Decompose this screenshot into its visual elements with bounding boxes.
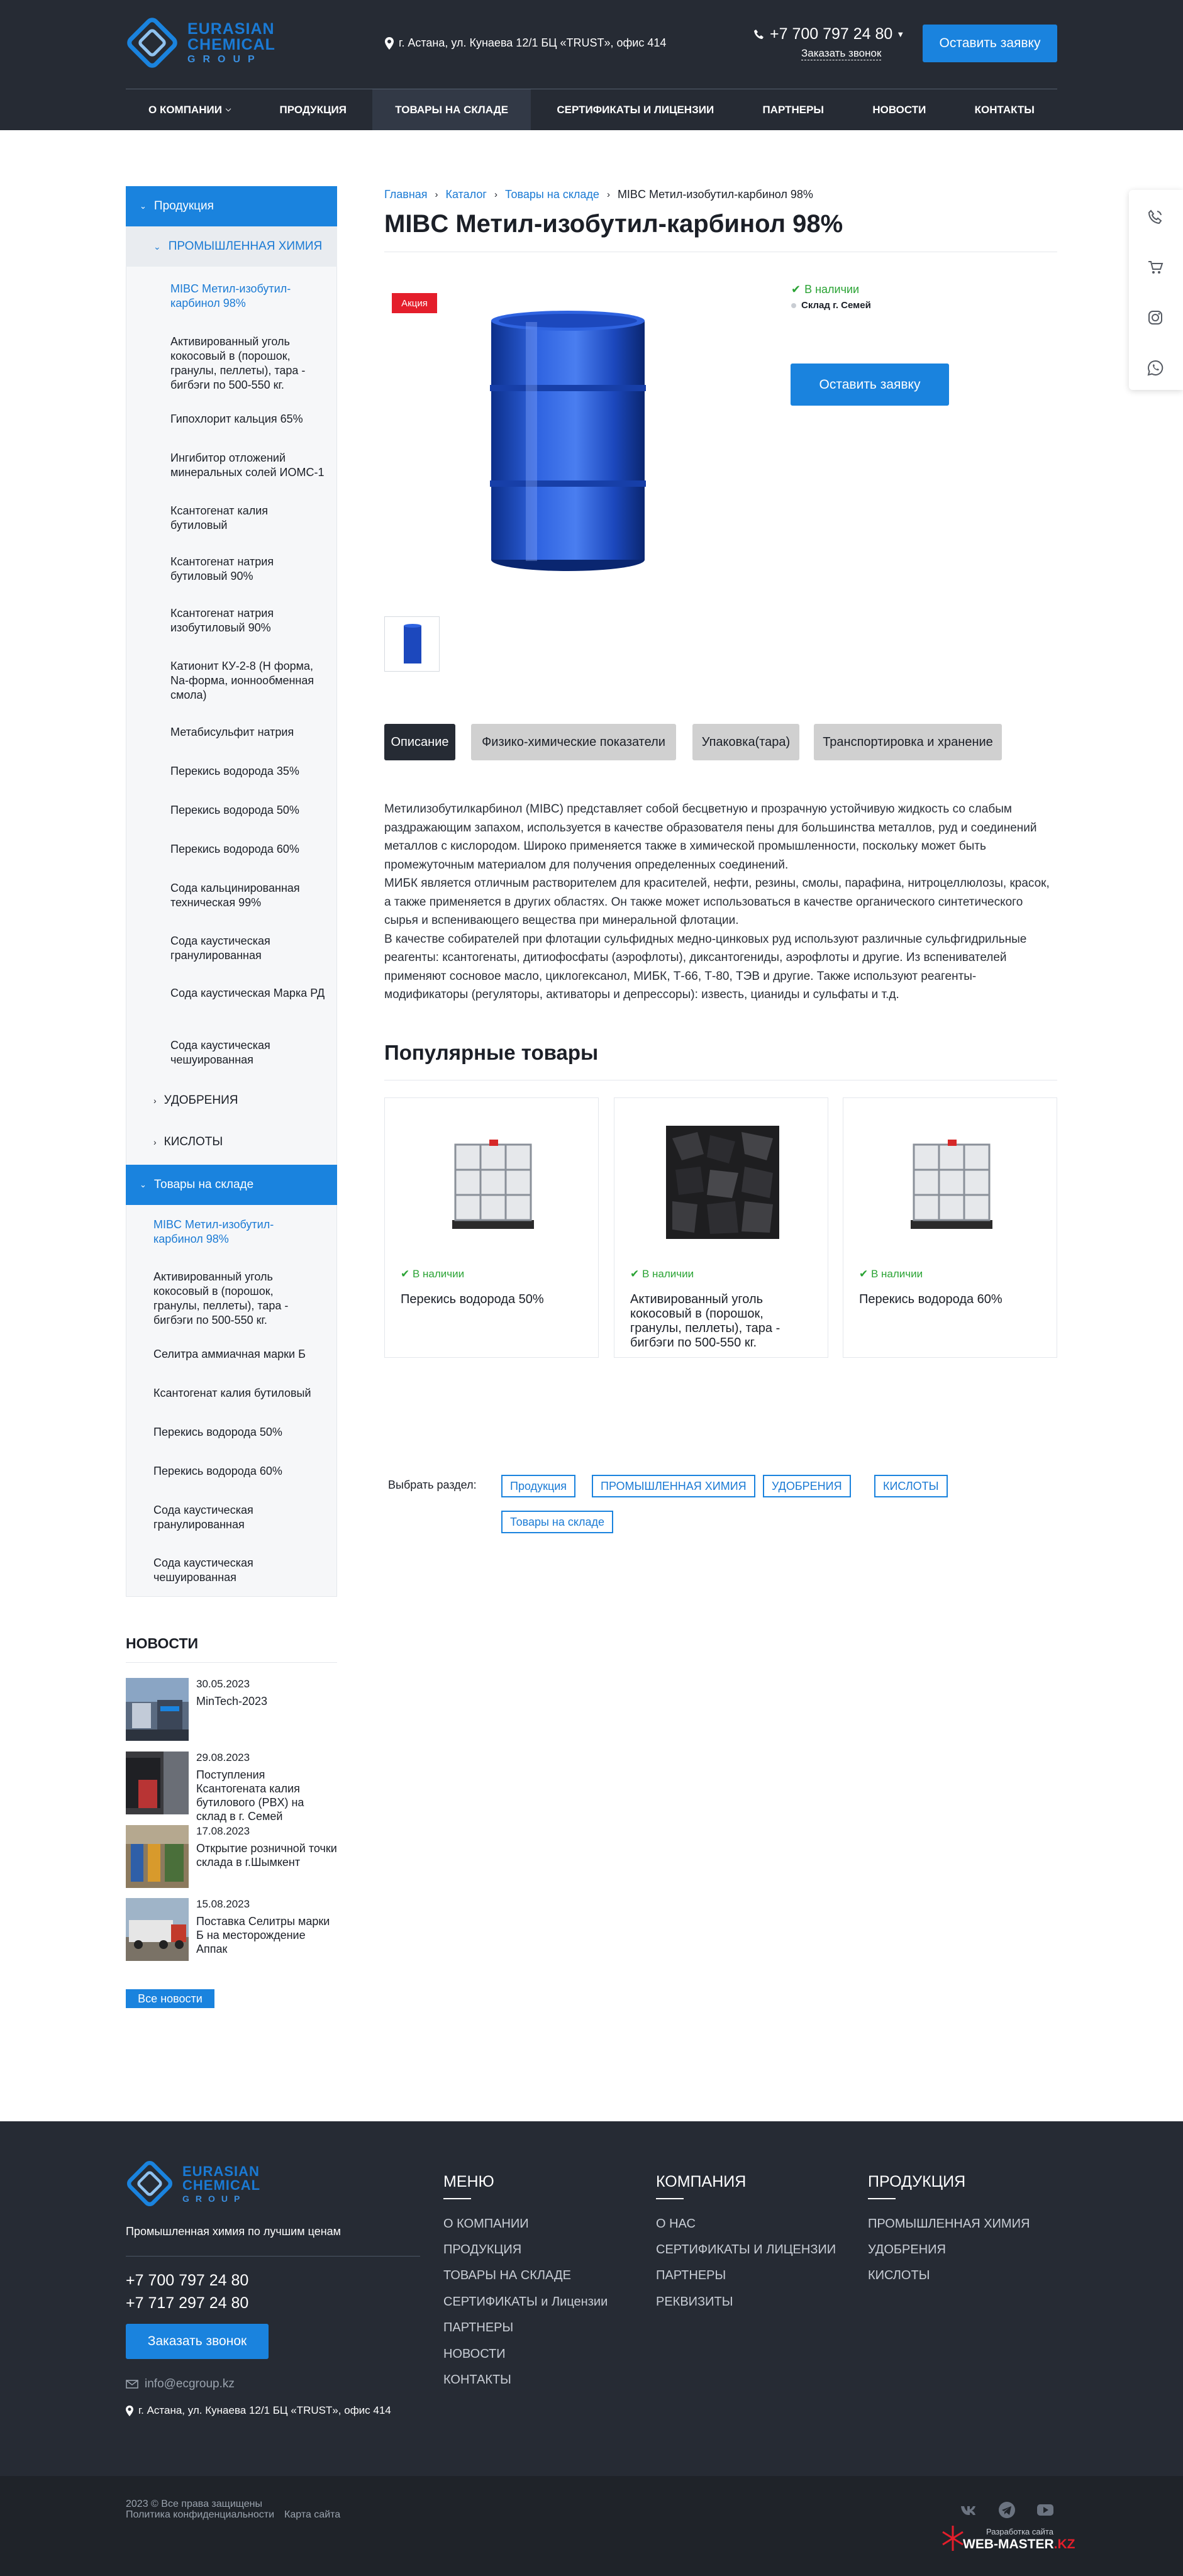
page-title: MIBC Метил-изобутил-карбинол 98% xyxy=(384,210,843,238)
section-select-label: Выбрать раздел: xyxy=(388,1479,477,1491)
description-paragraph: МИБК является отличным растворителем для красителей, нефти, резины, смолы, парафина, нитроцеллюлозы, красок, а также применяется в других областях. Он также может использоваться в качестве органического синтетического сырья и вспенивающего вещества при минеральной флотации. xyxy=(384,877,1050,927)
logo-line-2: CHEMICAL xyxy=(187,35,275,53)
product-description xyxy=(384,800,1057,1004)
sidebar-item-soda-ash[interactable]: Сода кальцинированная техническая 99% xyxy=(170,882,300,909)
footer-address xyxy=(126,2404,391,2417)
news-date: 17.08.2023 xyxy=(196,1825,250,1837)
dot-icon xyxy=(791,303,796,308)
section-chip-industrial-chemistry[interactable]: ПРОМЫШЛЕННАЯ ХИМИЯ xyxy=(592,1475,755,1497)
sidebar-item-potassium-xanthate[interactable]: Ксантогенат калия бутиловый xyxy=(170,504,269,531)
stock-status-text: В наличии xyxy=(804,283,860,296)
news-divider xyxy=(126,1662,337,1663)
logo-line-3: GROUP xyxy=(182,2193,247,2204)
chevron-right-icon: › xyxy=(153,1096,157,1106)
copyright: 2023 © Все права защищены xyxy=(126,2499,262,2509)
sidebar-item-hydrogen-peroxide-50[interactable]: Перекись водорода 50% xyxy=(170,804,299,816)
footer-products-link[interactable]: ПРОМЫШЛЕННАЯ ХИМИЯ xyxy=(868,2217,1030,2231)
news-item[interactable] xyxy=(126,1825,337,1888)
logo-mark-icon xyxy=(126,2160,174,2207)
product-thumbnail[interactable] xyxy=(384,616,440,672)
footer-company-title: КОМПАНИЯ xyxy=(656,2173,747,2190)
tab-description[interactable]: Описание xyxy=(384,724,455,760)
header-address-text: г. Астана, ул. Кунаева 12/1 БЦ «TRUST», офис 414 xyxy=(399,36,667,49)
card-product-name: Активированный уголь кокосовый в (порошок, гранулы, пеллеты), тара - бигбэги по 500-550 кг. xyxy=(630,1292,780,1350)
check-icon: ✔ xyxy=(630,1268,642,1280)
footer-slogan: Промышленная химия по лучшим ценам xyxy=(126,2225,342,2238)
sidebar-stock-item-potassium-xanthate[interactable]: Ксантогенат калия бутиловый xyxy=(153,1387,311,1399)
tab-packaging[interactable]: Упаковка(тара) xyxy=(692,724,799,760)
chevron-right-icon: › xyxy=(435,189,438,200)
logo-text xyxy=(187,21,275,65)
logo-line-1: EURASIAN xyxy=(182,2163,260,2179)
footer-phone-1[interactable]: +7 700 797 24 80 xyxy=(126,2272,249,2289)
breadcrumb-catalog[interactable]: Каталог xyxy=(445,188,487,201)
sidebar-item-activated-carbon[interactable]: Активированный уголь кокосовый в (порошок, гранулы, пеллеты), тара - бигбэги по 500-550 кг. xyxy=(170,335,306,391)
sidebar-stock-item-activated-carbon[interactable]: Активированный уголь кокосовый в (порошок, гранулы, пеллеты), тара - бигбэги по 500-550 кг. xyxy=(153,1270,289,1326)
card-product-name: Перекись водорода 50% xyxy=(401,1292,544,1306)
footer-menu-link[interactable]: О КОМПАНИИ xyxy=(443,2217,529,2231)
developer-caption: Разработка сайта xyxy=(986,2527,1053,2536)
warehouse-text: Склад г. Семей xyxy=(801,300,871,311)
developer-name-text: WEB-MASTER xyxy=(963,2537,1054,2551)
check-icon: ✔ xyxy=(401,1268,413,1280)
main-nav xyxy=(126,89,1057,130)
phone-icon xyxy=(753,29,765,40)
footer-divider xyxy=(126,2256,420,2257)
footer-menu-link[interactable]: НОВОСТИ xyxy=(443,2347,506,2361)
sidebar-item-calcium-hypochlorite[interactable]: Гипохлорит кальция 65% xyxy=(170,413,303,425)
logo-line-3: GROUP xyxy=(187,53,262,65)
tab-transport[interactable]: Транспортировка и хранение xyxy=(814,724,1002,760)
location-pin-icon xyxy=(126,2406,133,2416)
footer-address-text: г. Астана, ул. Кунаева 12/1 БЦ «TRUST», офис 414 xyxy=(138,2404,391,2416)
logo-line-1: EURASIAN xyxy=(187,19,275,38)
news-item[interactable] xyxy=(126,1678,337,1741)
footer-company-link[interactable]: ПАРТНЕРЫ xyxy=(656,2268,726,2282)
footer-company-link[interactable]: О НАС xyxy=(656,2217,696,2231)
order-button[interactable]: Оставить заявку xyxy=(791,364,949,406)
mail-icon xyxy=(126,2380,138,2389)
section-chip-fertilizers[interactable]: УДОБРЕНИЯ xyxy=(763,1475,851,1497)
footer-menu-link[interactable]: КОНТАКТЫ xyxy=(443,2373,511,2387)
footer-phone-2[interactable]: +7 717 297 24 80 xyxy=(126,2294,249,2312)
card-product-name: Перекись водорода 60% xyxy=(859,1292,1002,1306)
logo-text xyxy=(182,2165,260,2203)
privacy-policy-link[interactable]: Политика конфиденциальности xyxy=(126,2509,275,2520)
card-stock-text: В наличии xyxy=(641,1268,694,1280)
section-chip-acids[interactable]: КИСЛОТЫ xyxy=(874,1475,948,1497)
cart-icon[interactable] xyxy=(1147,259,1164,275)
footer-menu-link[interactable]: ТОВАРЫ НА СКЛАДЕ xyxy=(443,2268,571,2282)
sidebar-section-label: Продукция xyxy=(153,199,214,213)
footer-logo[interactable] xyxy=(126,2160,260,2207)
nav-item-news[interactable]: НОВОСТИ xyxy=(872,103,926,116)
product-card[interactable] xyxy=(843,1097,1057,1358)
sidebar-item-sodium-butyl-xanthate[interactable]: Ксантогенат натрия бутиловый 90% xyxy=(170,555,274,582)
news-item[interactable] xyxy=(126,1752,337,1823)
chevron-down-icon: ⌵ xyxy=(225,106,231,113)
ibc-container-image xyxy=(436,1126,550,1239)
sidebar-item-cation-exchanger[interactable]: Катионит КУ-2-8 (Н форма, Na-форма, ионнообменная смола) xyxy=(170,660,314,701)
popular-products-heading: Популярные товары xyxy=(384,1041,599,1064)
warehouse-location xyxy=(791,300,871,311)
chevron-right-icon: › xyxy=(494,189,497,200)
sidebar-stock-item-caustic-soda-granulated[interactable]: Сода каустическая гранулированная xyxy=(153,1504,253,1531)
footer-email[interactable] xyxy=(126,2377,235,2391)
footer-products-underline xyxy=(868,2198,896,2199)
description-paragraph: Метилизобутилкарбинол (MIBC) представляет собой бесцветную и прозрачную устойчивую жидкость со слабым раздражающим запахом, используется в качестве образователя пены для большинства металлов, руд и соединений металлов с кислородом. Широко применяется также в химической промышленности, поскольку может быть промежуточным материалом для получения определенных соединений. xyxy=(384,802,1037,872)
sidebar-section-label: Товары на складе xyxy=(153,1178,254,1191)
chevron-right-icon: › xyxy=(606,189,610,200)
sale-badge: Акция xyxy=(392,293,437,313)
tab-physchem[interactable]: Физико-химические показатели xyxy=(471,724,676,760)
product-card[interactable] xyxy=(614,1097,828,1358)
breadcrumb-home[interactable]: Главная xyxy=(384,188,428,201)
section-chip-products[interactable]: Продукция xyxy=(501,1475,575,1497)
nav-item-about[interactable] xyxy=(126,89,253,130)
news-text: Открытие розничной точки склада в г.Шымкент xyxy=(196,1842,337,1868)
sidebar-section-products[interactable] xyxy=(126,186,337,226)
description-paragraph: В качестве собирателей при флотации сульфидных медно-цинковых руд используют различные сульфгидрильные реагенты: ксантогенаты, дитиофосфаты (аэрофлоты), диксантогениды, аэрофлоты и другие. Из вспенивателей применяют сосновое масло, циклогексанол, МИБК, Т-66, Т-80, ТЭВ и другие. Также используют реагенты-модификаторы (регуляторы, активаторы и депрессоры): известь, цианиды и сульфаты и т.д. xyxy=(384,932,1027,1001)
news-thumbnail xyxy=(126,1678,189,1741)
sidebar-category-fertilizers[interactable] xyxy=(126,1091,337,1110)
footer-email-text: info@ecgroup.kz xyxy=(145,2377,235,2390)
sidebar-item-scale-inhibitor[interactable]: Ингибитор отложений минеральных солей ИОМС-1 xyxy=(170,452,325,479)
chevron-down-icon: ⌄ xyxy=(140,201,147,211)
header-address xyxy=(385,36,666,50)
card-stock-text: В наличии xyxy=(412,1268,465,1280)
sidebar-stock-item-caustic-soda-flakes[interactable]: Сода каустическая чешуированная xyxy=(153,1557,253,1584)
header-phone[interactable] xyxy=(753,25,904,43)
sidebar-category-label: ПРОМЫШЛЕННАЯ ХИМИЯ xyxy=(168,240,323,253)
breadcrumb-current: MIBC Метил-изобутил-карбинол 98% xyxy=(617,188,813,201)
sidebar-stock-item-mibc[interactable]: MIBC Метил-изобутил-карбинол 98% xyxy=(153,1218,274,1245)
sitemap-link[interactable]: Карта сайта xyxy=(284,2509,341,2520)
chevron-down-icon: ▼ xyxy=(896,30,905,39)
breadcrumb xyxy=(384,188,813,201)
sidebar-item-caustic-soda-flakes[interactable]: Сода каустическая чешуированная xyxy=(170,1039,270,1066)
logo-line-2: CHEMICAL xyxy=(182,2177,261,2193)
card-stock-status xyxy=(859,1268,923,1280)
nav-item-products[interactable]: ПРОДУКЦИЯ xyxy=(279,103,347,116)
stock-status xyxy=(791,283,859,296)
check-icon: ✔ xyxy=(791,283,801,296)
sidebar-stock-item-ammonium-nitrate[interactable]: Селитра аммиачная марки Б xyxy=(153,1348,306,1360)
news-text: Поставка Селитры марки Б на месторождение Аппак xyxy=(196,1915,330,1955)
footer-products-link[interactable]: УДОБРЕНИЯ xyxy=(868,2243,946,2257)
leave-request-button[interactable]: Оставить заявку xyxy=(923,25,1057,62)
footer-legal-links xyxy=(126,2509,350,2521)
nav-item-contacts[interactable]: КОНТАКТЫ xyxy=(974,103,1035,116)
barrel-thumbnail-icon xyxy=(385,617,440,672)
youtube-icon[interactable] xyxy=(1036,2501,1055,2519)
floating-contact-bar xyxy=(1129,190,1183,390)
all-news-button[interactable]: Все новости xyxy=(126,1989,214,2008)
whatsapp-icon[interactable] xyxy=(1147,360,1164,376)
nav-item-label: О КОМПАНИИ xyxy=(148,103,222,116)
sidebar-category-label: КИСЛОТЫ xyxy=(164,1135,223,1148)
sidebar-item-sodium-isobutyl-xanthate[interactable]: Ксантогенат натрия изобутиловый 90% xyxy=(170,607,274,634)
activated-carbon-image xyxy=(666,1126,779,1239)
card-stock-status xyxy=(401,1268,464,1280)
developer-logo-icon xyxy=(940,2522,965,2555)
product-card[interactable] xyxy=(384,1097,599,1358)
sidebar-section-stock[interactable] xyxy=(126,1165,337,1205)
nav-item-certificates[interactable]: СЕРТИФИКАТЫ И ЛИЦЕНЗИИ xyxy=(557,103,714,116)
news-text: Поступления Ксантогената калия бутилового (PBX) на склад в г. Семей xyxy=(196,1768,304,1823)
footer-menu-underline xyxy=(443,2198,471,2199)
developer-name xyxy=(963,2537,1075,2552)
sidebar-item-caustic-soda-rd[interactable]: Сода каустическая Марка РД xyxy=(170,987,325,999)
header-logo[interactable] xyxy=(126,16,275,69)
developer-tld: .KZ xyxy=(1053,2537,1075,2551)
breadcrumb-stock[interactable]: Товары на складе xyxy=(504,188,599,201)
chevron-down-icon: ⌄ xyxy=(140,1180,147,1189)
footer-products-title: ПРОДУКЦИЯ xyxy=(868,2173,966,2190)
callback-link[interactable]: Заказать звонок xyxy=(801,47,882,59)
news-date: 29.08.2023 xyxy=(196,1752,250,1763)
nav-item-stock[interactable]: ТОВАРЫ НА СКЛАДЕ xyxy=(372,89,531,130)
sidebar-category-industrial-chemistry[interactable] xyxy=(126,226,337,267)
header-phone-number: +7 700 797 24 80 xyxy=(770,25,893,43)
card-stock-status xyxy=(630,1268,694,1280)
footer-menu-link[interactable]: СЕРТИФИКАТЫ и Лицензии xyxy=(443,2295,608,2309)
chevron-down-icon: ⌄ xyxy=(153,241,161,252)
footer-company-link[interactable]: РЕКВИЗИТЫ xyxy=(656,2295,733,2309)
footer-callback-button[interactable]: Заказать звонок xyxy=(126,2324,269,2359)
news-date: 15.08.2023 xyxy=(196,1898,250,1910)
logo-mark-icon xyxy=(126,16,179,69)
footer-company-link[interactable]: СЕРТИФИКАТЫ И ЛИЦЕНЗИИ xyxy=(656,2243,836,2257)
check-icon: ✔ xyxy=(859,1268,871,1280)
chevron-right-icon: › xyxy=(153,1137,157,1147)
sidebar-item-hydrogen-peroxide-35[interactable]: Перекись водорода 35% xyxy=(170,765,299,777)
sidebar-stock-item-hydrogen-peroxide-60[interactable]: Перекись водорода 60% xyxy=(153,1465,282,1477)
nav-item-partners[interactable]: ПАРТНЕРЫ xyxy=(762,103,825,116)
telegram-icon[interactable] xyxy=(997,2501,1016,2519)
news-thumbnail xyxy=(126,1752,189,1814)
sidebar-category-label: УДОБРЕНИЯ xyxy=(164,1094,238,1107)
news-text: MinTech-2023 xyxy=(196,1695,268,1707)
sidebar-item-sodium-metabisulfite[interactable]: Метабисульфит натрия xyxy=(170,726,294,738)
sidebar-item-caustic-soda-granulated[interactable]: Сода каустическая гранулированная xyxy=(170,935,270,962)
instagram-icon[interactable] xyxy=(1147,309,1164,326)
sidebar-item-mibc[interactable]: MIBC Метил-изобутил-карбинол 98% xyxy=(170,282,291,309)
ibc-container-image xyxy=(895,1126,1008,1239)
card-stock-text: В наличии xyxy=(870,1268,923,1280)
news-thumbnail xyxy=(126,1898,189,1961)
footer-company-underline xyxy=(656,2198,684,2199)
news-item[interactable] xyxy=(126,1898,337,1961)
location-pin-icon xyxy=(385,37,394,50)
footer-menu-title: МЕНЮ xyxy=(443,2173,494,2190)
news-date: 30.05.2023 xyxy=(196,1678,250,1690)
news-thumbnail xyxy=(126,1825,189,1888)
footer-menu-link[interactable]: ПАРТНЕРЫ xyxy=(443,2321,514,2334)
product-image-barrel[interactable] xyxy=(488,309,648,572)
news-heading: НОВОСТИ xyxy=(126,1635,199,1652)
footer-menu-link[interactable]: ПРОДУКЦИЯ xyxy=(443,2243,522,2257)
sidebar-stock-item-hydrogen-peroxide-50[interactable]: Перекись водорода 50% xyxy=(153,1426,282,1438)
footer-products-link[interactable]: КИСЛОТЫ xyxy=(868,2268,930,2282)
section-chip-stock[interactable]: Товары на складе xyxy=(501,1511,613,1533)
sidebar-category-acids[interactable] xyxy=(126,1133,337,1152)
callback-icon[interactable] xyxy=(1147,209,1164,225)
sidebar-item-hydrogen-peroxide-60[interactable]: Перекись водорода 60% xyxy=(170,843,299,855)
vk-icon[interactable] xyxy=(959,2501,978,2519)
